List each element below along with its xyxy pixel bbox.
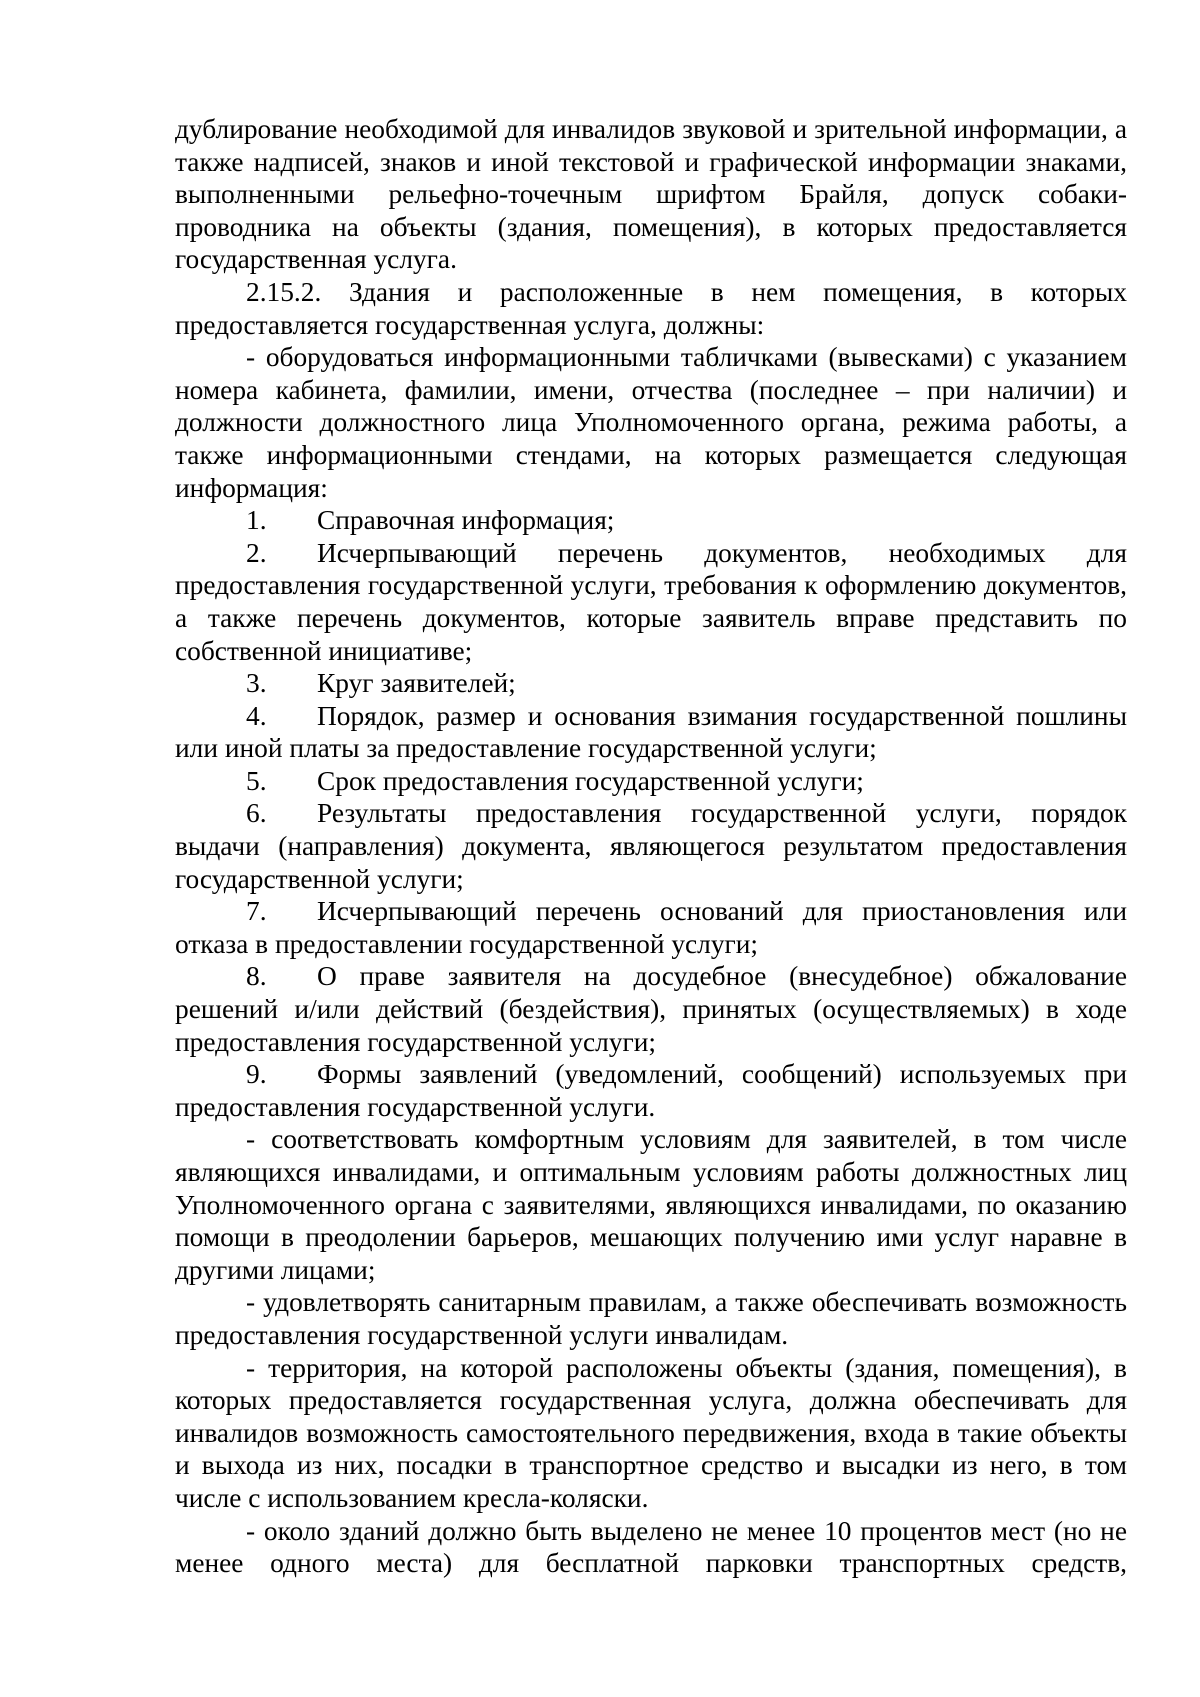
list-item xyxy=(175,700,1127,765)
paragraph-equip-signs: - оборудоваться информационными табличками (вывесками) с указанием номера кабинета, фамилии, имени, отчества (последнее – при наличии) и должности должностного лица Уполномоченного органа, режима работы, а также информационными стендами, на которых размещается следующая информация: xyxy=(175,342,1127,503)
list-item-text: Порядок, размер и основания взимания государственной пошлины или иной платы за предоставление государственной услуги; xyxy=(175,700,1127,764)
list-item xyxy=(175,504,1127,537)
list-item-number: 3. xyxy=(246,668,267,699)
list-item-number: 8. xyxy=(246,961,267,992)
list-item xyxy=(175,765,1127,798)
paragraph-comfort-conditions: - соответствовать комфортным условиям для заявителей, в том числе являющихся инвалидами, и оптимальным условиям работы должностных лиц Уполномоченного органа с заявителями, являющихся инвалидами, по оказанию помощи в преодолении барьеров, мешающих получению ими услуг наравне в другими лицами; xyxy=(175,1124,1127,1285)
list-item-number: 2. xyxy=(246,537,267,568)
list-item xyxy=(175,537,1127,667)
list-item-text: Справочная информация; xyxy=(317,505,615,536)
list-item xyxy=(175,960,1127,1058)
document-page xyxy=(175,113,1127,1580)
paragraph-territory: - территория, на которой расположены объекты (здания, помещения), в которых предоставляется государственная услуга, должна обеспечивать для инвалидов возможность самостоятельного передвижения, входа в такие объекты и выхода из них, посадки в транспортное средство и высадки из него, в том числе с использованием кресла-коляски. xyxy=(175,1352,1127,1513)
list-item-number: 6. xyxy=(246,798,267,829)
list-item-number: 7. xyxy=(246,896,267,927)
list-item-text: Исчерпывающий перечень документов, необходимых для предоставления государственной услуги, требования к оформлению документов, а также перечень документов, которые заявитель вправе представить по собственной инициативе; xyxy=(175,537,1127,666)
list-item xyxy=(175,667,1127,700)
paragraph-2-15-2: 2.15.2. Здания и расположенные в нем помещения, в которых предоставляется государственная услуга, должны: xyxy=(175,276,1127,340)
list-item-text: Формы заявлений (уведомлений, сообщений) используемых при предоставления государственной услуги. xyxy=(175,1059,1127,1122)
paragraph-sanitary-rules: - удовлетворять санитарным правилам, а также обеспечивать возможность предоставления государственной услуги инвалидам. xyxy=(175,1287,1127,1350)
list-item-number: 4. xyxy=(246,700,267,731)
list-item-text: Результаты предоставления государственной услуги, порядок выдачи (направления) документа, являющегося результатом предоставления государственной услуги; xyxy=(175,798,1127,894)
list-item-number: 9. xyxy=(246,1059,267,1090)
list-item-number: 1. xyxy=(246,505,267,536)
list-item-text: Исчерпывающий перечень оснований для приостановления или отказа в предоставлении государственной услуги; xyxy=(175,896,1127,959)
list-item-text: О праве заявителя на досудебное (внесудебное) обжалование решений и/или действий (бездействия), принятых (осуществляемых) в ходе предоставления государственной услуги; xyxy=(175,961,1127,1057)
list-item xyxy=(175,797,1127,895)
list-item-number: 5. xyxy=(246,765,267,796)
list-item xyxy=(175,1058,1127,1123)
paragraph-parking: - около зданий должно быть выделено не менее 10 процентов мест (но не менее одного места) для бесплатной парковки транспортных средств, xyxy=(175,1515,1127,1579)
list-item xyxy=(175,895,1127,960)
list-item-text: Круг заявителей; xyxy=(317,668,516,699)
list-item-text: Срок предоставления государственной услуги; xyxy=(317,765,864,796)
paragraph-intro: дублирование необходимой для инвалидов звуковой и зрительной информации, а также надписей, знаков и иной текстовой и графической информации знаками, выполненными рельефно-точечным шрифтом Брайля, допуск собаки-проводника на объекты (здания, помещения), в которых предоставляется государственная услуга. xyxy=(175,114,1127,275)
